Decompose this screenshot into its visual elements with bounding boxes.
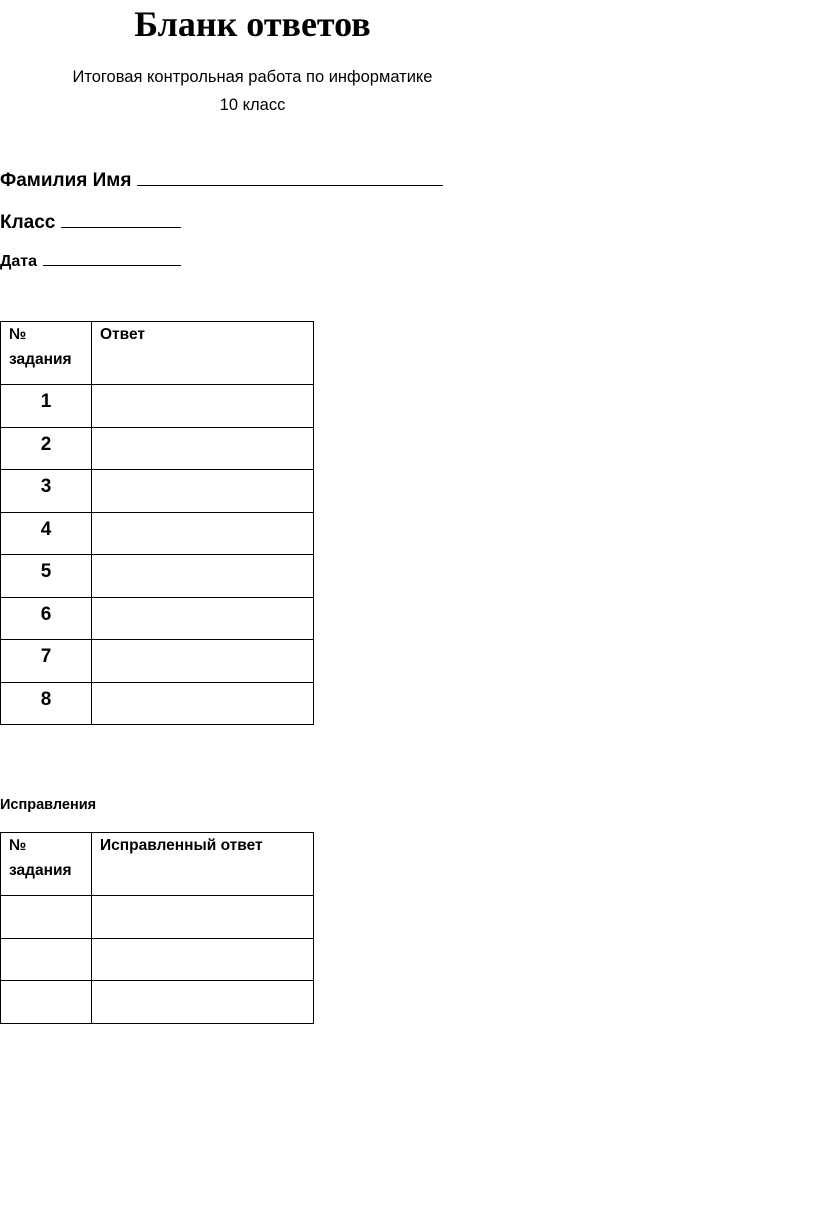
- class-field-label: Класс: [0, 212, 56, 233]
- corrections-table-header-row: [1, 833, 314, 896]
- answer-cell[interactable]: [92, 682, 314, 725]
- class-field-blank[interactable]: [61, 208, 181, 228]
- task-number-cell: 8: [1, 682, 92, 725]
- table-row: [1, 896, 314, 939]
- answer-cell[interactable]: [92, 640, 314, 683]
- corrections-table: [0, 832, 314, 1024]
- task-number-cell: 2: [1, 427, 92, 470]
- document-subtitle: Итоговая контрольная работа по информатике: [72, 68, 433, 86]
- task-number-cell: 4: [1, 512, 92, 555]
- task-number-cell: 1: [1, 385, 92, 428]
- correction-answer-cell[interactable]: [92, 938, 314, 981]
- table-row: [1, 640, 314, 683]
- task-number-cell: 5: [1, 555, 92, 598]
- table-row: [1, 470, 314, 513]
- correction-number-cell[interactable]: [1, 938, 92, 981]
- table-row: [1, 555, 314, 598]
- answers-table-header-row: [1, 322, 314, 385]
- class-field[interactable]: [0, 208, 181, 234]
- answers-table: [0, 321, 314, 725]
- answer-cell[interactable]: [92, 470, 314, 513]
- table-row: [1, 682, 314, 725]
- date-field[interactable]: [0, 249, 181, 271]
- answer-cell[interactable]: [92, 427, 314, 470]
- corrections-number-header: № задания: [1, 833, 92, 896]
- correction-number-cell[interactable]: [1, 981, 92, 1024]
- table-row: [1, 938, 314, 981]
- task-number-cell: 3: [1, 470, 92, 513]
- answer-cell[interactable]: [92, 597, 314, 640]
- table-row: [1, 385, 314, 428]
- answer-cell[interactable]: [92, 555, 314, 598]
- answers-answer-header: Ответ: [92, 322, 314, 385]
- task-number-cell: 6: [1, 597, 92, 640]
- correction-number-cell[interactable]: [1, 896, 92, 939]
- corrections-answer-header: Исправленный ответ: [92, 833, 314, 896]
- answers-number-header: № задания: [1, 322, 92, 385]
- correction-answer-cell[interactable]: [92, 896, 314, 939]
- name-field[interactable]: [0, 166, 443, 192]
- table-row: [1, 981, 314, 1024]
- task-number-cell: 7: [1, 640, 92, 683]
- grade-label: 10 класс: [219, 96, 286, 114]
- answer-cell[interactable]: [92, 512, 314, 555]
- date-field-label: Дата: [0, 253, 38, 270]
- name-field-blank[interactable]: [137, 166, 443, 186]
- table-row: [1, 427, 314, 470]
- date-field-blank[interactable]: [43, 249, 181, 266]
- table-row: [1, 512, 314, 555]
- page-title: Бланк ответов: [134, 4, 371, 44]
- name-field-label: Фамилия Имя: [0, 170, 132, 191]
- answer-cell[interactable]: [92, 385, 314, 428]
- correction-answer-cell[interactable]: [92, 981, 314, 1024]
- corrections-label: Исправления: [0, 797, 97, 813]
- table-row: [1, 597, 314, 640]
